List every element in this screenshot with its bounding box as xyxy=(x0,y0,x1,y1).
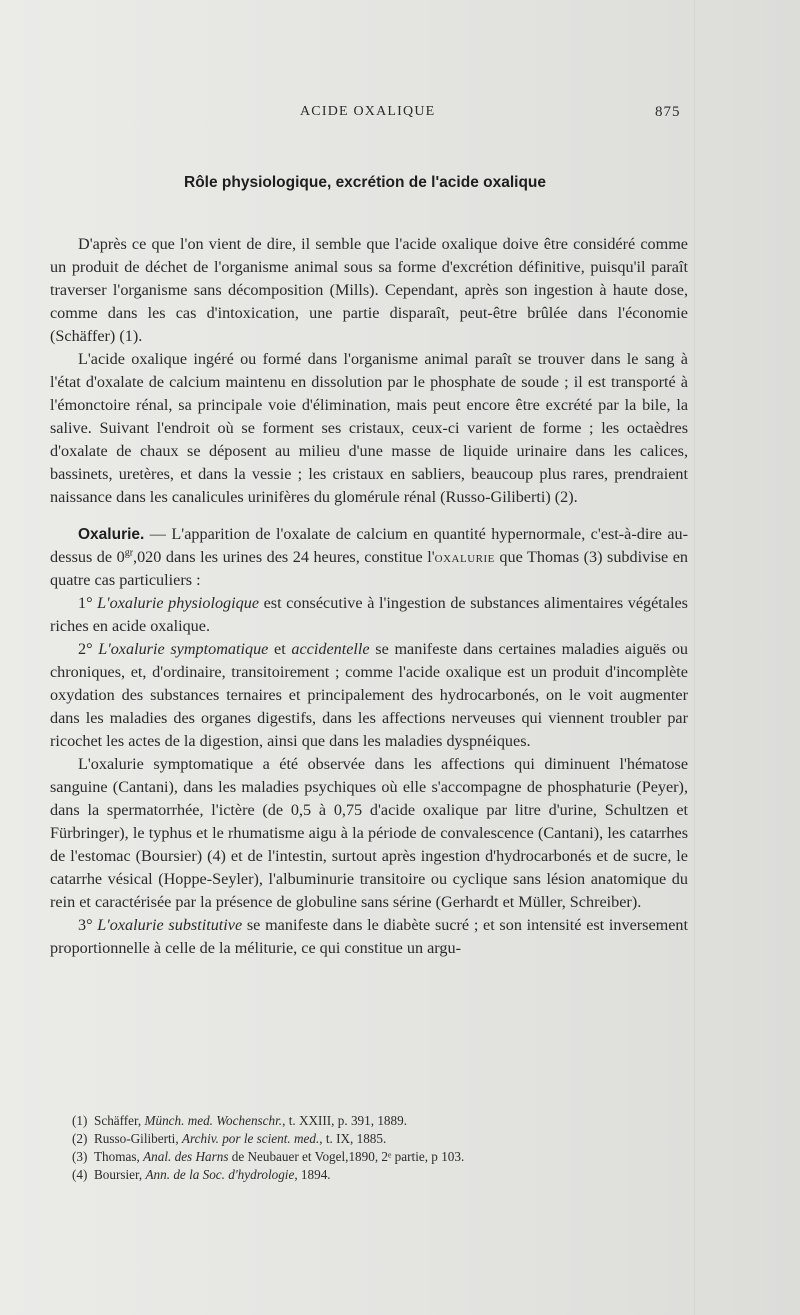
item-term: L'oxalurie substitutive xyxy=(97,916,243,934)
footnote-journal: Anal. des Harns xyxy=(143,1149,229,1164)
oxalurie-text-a: L'apparition de l'oxalate de calcium en quantité hypernormale, c'est-à-dire au-dessus de 0 xyxy=(50,525,689,566)
footnote-journal: Ann. de la Soc. d'hydrologie xyxy=(145,1167,295,1182)
paragraph-elimination: L'acide oxalique ingéré ou formé dans l'organisme animal paraît se trouver dans le sang à l'état d'oxalate de calcium maintenu en dissolution par le phosphate de soude ; il est transporté à l'émonctoire rénal, sa principale voie d'élimination, mais peut encore être excrété par la bile, la salive. Suivant l'endroit où se forment ses cristaux, ceux-ci varient de forme ; les octaèdres d'oxalate de chaux se déposent au milieu d'une masse de liquide urinaire dans les calices, bassinets, uretères, et dans la vessie ; les cristaux en sabliers, beaucoup plus rares, prendraient naissance dans les canalicules urinifères du glomérule rénal (Russo-Giliberti) (2). xyxy=(50,350,688,506)
page-fold-shadow xyxy=(694,0,695,1315)
footnote-reference: de Neubauer et Vogel,1890, 2ᵉ partie, p 103. xyxy=(228,1149,465,1164)
footnote-reference: , 1894. xyxy=(294,1167,331,1182)
paragraph-symptomatique-details: L'oxalurie symptomatique a été observée dans les affections qui diminuent l'hématose sanguine (Cantani), dans les maladies psychiques où elle s'accompagne de phosphaturie (Peyer), dans la spermatorrhée, l'ictère (de 0,5 à 0,75 d'acide oxalique par litre d'urine, Schultzen et Fürbringer), le typhus et le rhumatisme aigu à la période de convalescence (Cantani), les catarrhes de l'estomac (Boursier) (4) et de l'intestin, surtout après ingestion d'hydrocarbonés et de sucre, le catarrhe vésical (Hoppe-Seyler), l'albuminurie transitoire ou cyclique sans lésion anatomique du rein et caractérisée par la présence de globuline sans sérine (Gerhardt et Müller, Schreiber). xyxy=(50,755,688,911)
item-term-secondary: accidentelle xyxy=(291,640,370,658)
running-title: ACIDE OXALIQUE xyxy=(300,104,436,119)
footnote-author: Russo-Giliberti, xyxy=(94,1131,182,1146)
footnote-journal: Münch. med. Wochenschr. xyxy=(144,1113,283,1128)
footnote-reference: , t. XXIII, p. 391, 1889. xyxy=(282,1113,407,1128)
footnote-author: Thomas, xyxy=(94,1149,144,1164)
body-text xyxy=(50,233,688,960)
paragraph-oxalurie xyxy=(50,523,688,592)
oxalurie-term: oxalurie xyxy=(434,548,495,566)
item-number: 2° xyxy=(78,640,99,658)
list-item-physiologique xyxy=(50,592,688,638)
footnote xyxy=(72,1148,672,1166)
paragraph-intro: D'après ce que l'on vient de dire, il semble que l'acide oxalique doive être considéré comme un produit de déchet de l'organisme animal sous sa forme d'excrétion définitive, puisqu'il paraît traverser l'organisme sans décomposition (Mills). Cependant, après son ingestion à haute dose, comme dans les cas d'intoxication, une partie disparaît, peut-être brûlée dans l'économie (Schäffer) (1). xyxy=(50,235,688,345)
gram-unit: gr xyxy=(124,547,134,559)
footnote-author: Boursier, xyxy=(94,1167,146,1182)
footnote xyxy=(72,1166,672,1184)
item-text: est consécutive à l'ingestion de substances alimentaires végétales riches en acide oxalique. xyxy=(50,594,688,635)
running-header xyxy=(0,104,800,126)
page-number: 875 xyxy=(655,104,681,120)
item-text: se manifeste dans le diabète sucré ; et son intensité est inversement proportionnelle à celle de la méliturie, ce qui constitue un argu- xyxy=(50,916,689,957)
item-connector: et xyxy=(268,640,292,658)
section-title: Rôle physiologique, excrétion de l'acide oxalique xyxy=(184,174,546,191)
footnote-journal: Archiv. por le scient. med. xyxy=(181,1131,320,1146)
item-number: 1° xyxy=(78,594,98,612)
item-text: se manifeste dans certaines maladies aiguës ou chroniques, et, d'ordinaire, transitoirement ; comme l'acide oxalique est un produit d'incomplète oxydation des substances ternaires et principalement des hydrocarbonés, on le voit augmenter dans les maladies des organes digestifs, dans les affections nerveuses qui viennent troubler par ricochet les actes de la digestion, ainsi que dans les maladies dyspnéiques. xyxy=(50,640,689,750)
footnote-number: (4) xyxy=(72,1167,88,1182)
footnotes xyxy=(72,1112,672,1184)
oxalurie-heading: Oxalurie. xyxy=(78,526,145,543)
footnote-author: Schäffer, xyxy=(94,1113,145,1128)
footnote-reference: , t. IX, 1885. xyxy=(319,1131,387,1146)
footnote-number: (2) xyxy=(72,1131,88,1146)
footnote xyxy=(72,1130,672,1148)
list-item-substitutive xyxy=(50,914,688,960)
oxalurie-text-c: que Thomas (3) subdivise en quatre cas particuliers : xyxy=(50,548,688,589)
oxalurie-text-b: ,020 dans les urines des 24 heures, constitue l' xyxy=(133,548,435,566)
oxalurie-dash: — xyxy=(144,525,172,543)
item-term: L'oxalurie symptomatique xyxy=(98,640,269,658)
footnote xyxy=(72,1112,672,1130)
footnote-number: (1) xyxy=(72,1113,88,1128)
footnote-number: (3) xyxy=(72,1149,88,1164)
list-item-symptomatique xyxy=(50,638,688,753)
item-number: 3° xyxy=(78,916,98,934)
item-term: L'oxalurie physiologique xyxy=(97,594,259,612)
